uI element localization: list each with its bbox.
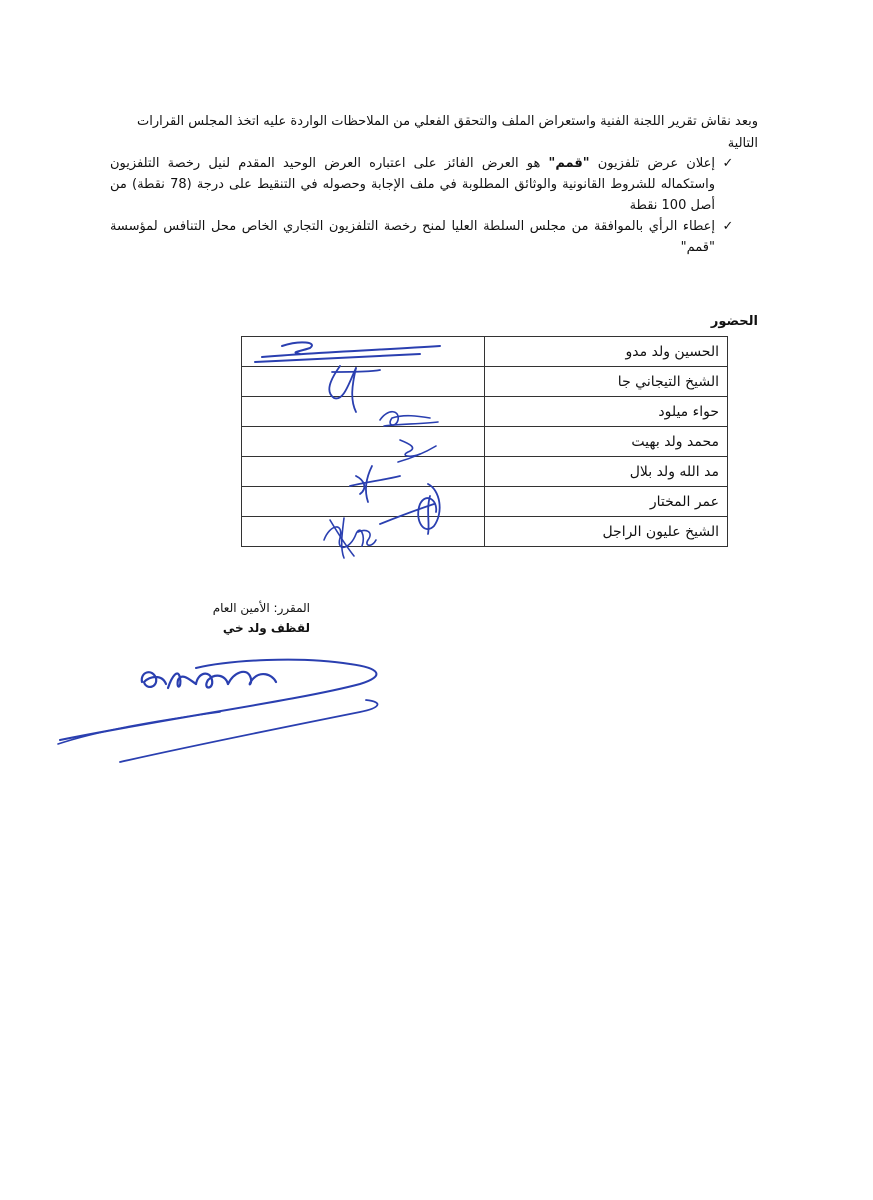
- table-row: [242, 427, 728, 457]
- signature-cell: [242, 397, 485, 427]
- attendance-title: الحضور: [710, 314, 758, 329]
- member-name: مد الله ولد بلال: [485, 457, 728, 487]
- attendance-table: [241, 336, 728, 547]
- signature-cell: [242, 487, 485, 517]
- member-name: الشيخ التيجاني جا: [485, 367, 728, 397]
- decision-item: [110, 153, 735, 216]
- decision-text-pre: إعلان عرض تلفزيون: [589, 156, 715, 171]
- intro-paragraph: وبعد نقاش تقرير اللجنة الفنية واستعراض الملف والتحقق الفعلي من الملاحظات الواردة عليه اتخذ المجلس القرارات التالية: [137, 114, 758, 151]
- table-row: [242, 367, 728, 397]
- member-name: الحسين ولد مدو: [485, 337, 728, 367]
- rapporteur-block: [110, 598, 310, 638]
- table-row: [242, 457, 728, 487]
- decision-text-bold: "قمم": [548, 156, 590, 171]
- member-name: الشيخ عليون الراجل: [485, 517, 728, 547]
- table-row: [242, 397, 728, 427]
- decision-text-post: هو العرض الفائز على اعتباره العرض الوحيد المقدم لنيل رخصة التلفزيون واستكماله للشروط القانونية والوثائق المطلوبة في ملف الإجابة وحصوله في التنقيط على درجة (78 نقطة) من أصل 100 نقطة: [110, 156, 716, 213]
- member-name: محمد ولد بهيت: [485, 427, 728, 457]
- decision-item: [110, 216, 735, 258]
- rapporteur-name: لقظف ولد خي: [222, 621, 310, 635]
- check-icon: ✓: [722, 156, 734, 171]
- signature-cell: [242, 337, 485, 367]
- table-row: [242, 337, 728, 367]
- decision-text-pre: إعطاء الرأي بالموافقة من مجلس السلطة العليا لمنح رخصة التلفزيون التجاري الخاص محل التنافس لمؤسسة "قمم": [110, 219, 715, 255]
- check-icon: ✓: [722, 219, 734, 234]
- signature-cell: [242, 427, 485, 457]
- signature-cell: [242, 367, 485, 397]
- table-row: [242, 487, 728, 517]
- member-name: عمر المختار: [485, 487, 728, 517]
- member-name: حواء ميلود: [485, 397, 728, 427]
- signature-cell: [242, 457, 485, 487]
- decisions-list: [110, 153, 735, 258]
- table-row: [242, 517, 728, 547]
- rapporteur-role: المقرر: الأمين العام: [212, 601, 310, 615]
- rapporteur-signature: [58, 660, 377, 762]
- signature-cell: [242, 517, 485, 547]
